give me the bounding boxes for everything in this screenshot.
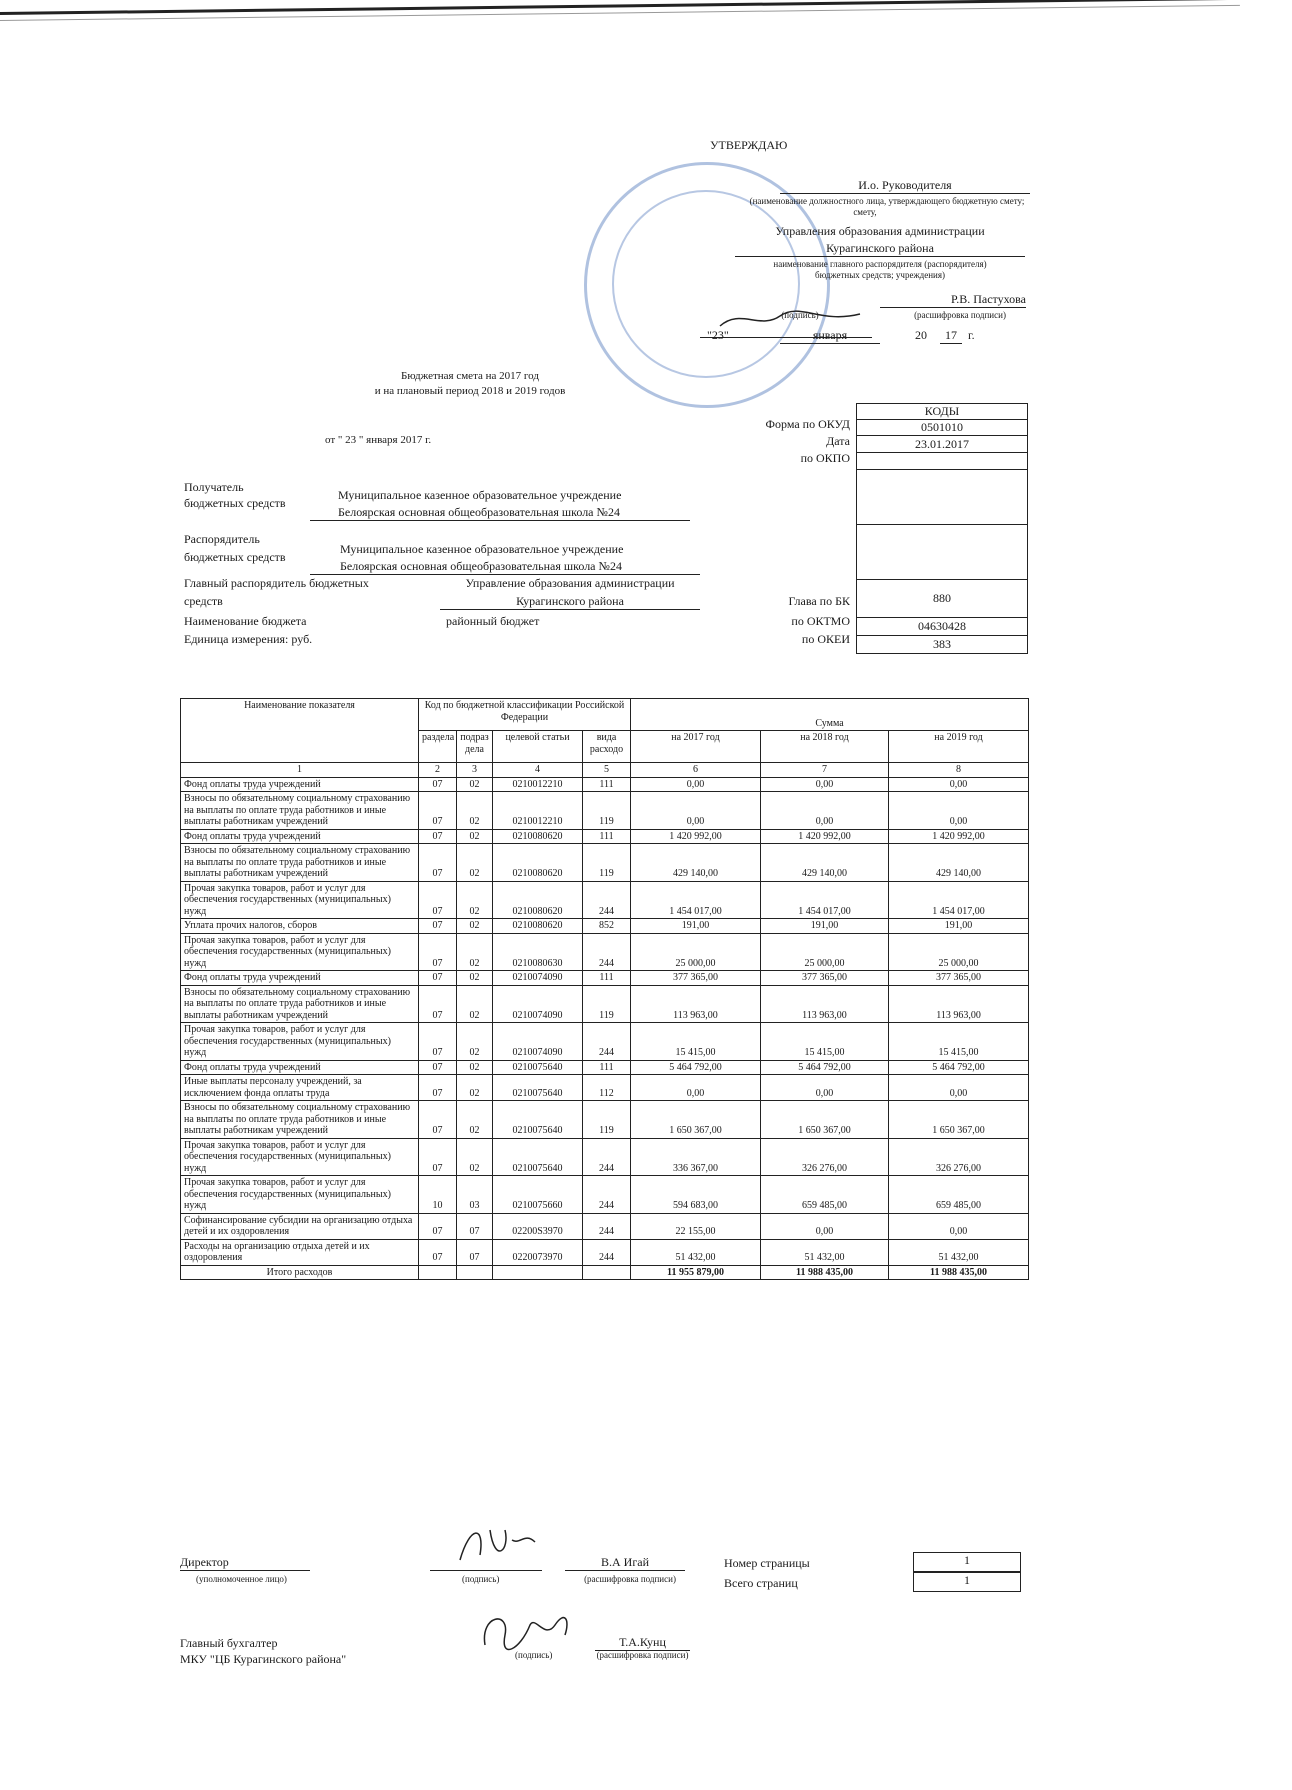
row-vid: 244	[583, 1176, 631, 1214]
header-sum: Сумма	[631, 699, 1029, 731]
row-razdel: 07	[419, 829, 457, 844]
pages-total-value: 1	[913, 1572, 1021, 1592]
accountant-line1: Главный бухгалтер	[180, 1636, 278, 1650]
okud-label: Форма по ОКУД	[765, 417, 850, 431]
row-name: Уплата прочих налогов, сборов	[181, 919, 419, 934]
director-label: Директор	[180, 1555, 310, 1571]
oktmo-label: по ОКТМО	[791, 614, 850, 628]
row-sum-2018: 429 140,00	[761, 844, 889, 882]
row-podrazdel: 02	[457, 792, 493, 830]
doc-title-line1: Бюджетная смета на 2017 год	[401, 370, 539, 382]
row-sum-2017: 0,00	[631, 777, 761, 792]
colnum-4: 4	[493, 763, 583, 778]
row-name: Взносы по обязательному социальному страхованию на выплаты по оплате труда работников и иные выплаты работникам учреждений	[181, 844, 419, 882]
page-number-value: 1	[913, 1552, 1021, 1572]
row-target: 0210075640	[493, 1101, 583, 1139]
colnum-8: 8	[889, 763, 1029, 778]
row-sum-2019: 1 454 017,00	[889, 881, 1029, 919]
row-vid: 111	[583, 777, 631, 792]
oktmo-value: 04630428	[857, 618, 1028, 636]
manager-line1: Муниципальное казенное образовательное учреждение	[340, 542, 624, 556]
row-sum-2018: 113 963,00	[761, 985, 889, 1023]
table-row	[181, 1239, 1029, 1265]
total-2017: 11 955 879,00	[631, 1265, 761, 1280]
accountant-sign-caption: (подпись)	[515, 1650, 553, 1660]
row-sum-2019: 0,00	[889, 1075, 1029, 1101]
budget-value: районный бюджет	[446, 614, 540, 628]
row-sum-2018: 5 464 792,00	[761, 1060, 889, 1075]
okpo-value	[857, 453, 1028, 470]
row-podrazdel: 02	[457, 985, 493, 1023]
header-target: целевой статьи	[493, 731, 583, 763]
table-row	[181, 792, 1029, 830]
row-target: 0210075640	[493, 1060, 583, 1075]
row-vid: 119	[583, 844, 631, 882]
row-sum-2017: 377 365,00	[631, 971, 761, 986]
approve-org-line2: Курагинского района	[735, 241, 1025, 257]
manager-code	[857, 525, 1028, 580]
row-name: Прочая закупка товаров, работ и услуг для обеспечения государственных (муниципальных) нужд	[181, 933, 419, 971]
director-sign-caption: (подпись)	[462, 1574, 500, 1584]
row-razdel: 07	[419, 1023, 457, 1061]
approve-date-year-prefix: 20	[915, 328, 927, 342]
row-podrazdel: 03	[457, 1176, 493, 1214]
director-name: В.А Игай	[565, 1555, 685, 1571]
row-vid: 244	[583, 1023, 631, 1061]
row-name: Взносы по обязательному социальному страхованию на выплаты по оплате труда работников и иные выплаты работникам учреждений	[181, 985, 419, 1023]
row-podrazdel: 02	[457, 881, 493, 919]
row-sum-2018: 25 000,00	[761, 933, 889, 971]
row-razdel: 07	[419, 1138, 457, 1176]
row-sum-2017: 25 000,00	[631, 933, 761, 971]
doc-date-line: от " 23 " января 2017 г.	[325, 434, 432, 446]
table-row	[181, 1213, 1029, 1239]
approve-date-day: "23"	[707, 328, 729, 342]
codes-table	[856, 403, 1028, 654]
page-number-label: Номер страницы	[724, 1556, 810, 1570]
row-podrazdel: 02	[457, 1075, 493, 1101]
codes-header: КОДЫ	[857, 404, 1028, 420]
row-target: 0210075640	[493, 1075, 583, 1101]
row-sum-2018: 1 454 017,00	[761, 881, 889, 919]
table-row	[181, 1138, 1029, 1176]
row-sum-2019: 429 140,00	[889, 844, 1029, 882]
table-row	[181, 844, 1029, 882]
okei-label: по ОКЕИ	[801, 632, 850, 646]
stamp-seal-inner	[612, 190, 800, 378]
doc-title-line2: и на плановый период 2018 и 2019 годов	[374, 385, 566, 397]
total-2019: 11 988 435,00	[889, 1265, 1029, 1280]
row-vid: 244	[583, 1138, 631, 1176]
row-sum-2017: 1 420 992,00	[631, 829, 761, 844]
row-sum-2018: 0,00	[761, 1213, 889, 1239]
budget-label: Наименование бюджета	[184, 614, 307, 628]
row-vid: 852	[583, 919, 631, 934]
row-razdel: 07	[419, 985, 457, 1023]
row-target: 0210075640	[493, 1138, 583, 1176]
table-row	[181, 881, 1029, 919]
colnum-3: 3	[457, 763, 493, 778]
row-name: Прочая закупка товаров, работ и услуг для обеспечения государственных (муниципальных) нужд	[181, 881, 419, 919]
pages-total-label: Всего страниц	[724, 1576, 798, 1590]
row-name: Фонд оплаты труда учреждений	[181, 777, 419, 792]
row-sum-2018: 51 432,00	[761, 1239, 889, 1265]
recipient-label1: Получатель	[184, 480, 244, 494]
okei-value: 383	[857, 636, 1028, 654]
row-podrazdel: 02	[457, 777, 493, 792]
okud-value: 0501010	[857, 420, 1028, 436]
table-row	[181, 777, 1029, 792]
row-sum-2018: 1 650 367,00	[761, 1101, 889, 1139]
row-razdel: 10	[419, 1176, 457, 1214]
row-target: 02200S3970	[493, 1213, 583, 1239]
row-podrazdel: 02	[457, 1060, 493, 1075]
row-sum-2019: 0,00	[889, 1213, 1029, 1239]
colnum-7: 7	[761, 763, 889, 778]
row-podrazdel: 02	[457, 971, 493, 986]
accountant-line2: МКУ "ЦБ Курагинского района"	[180, 1652, 347, 1666]
accountant-name: Т.А.Кунц	[595, 1635, 690, 1651]
row-vid: 111	[583, 829, 631, 844]
row-vid: 119	[583, 1101, 631, 1139]
manager-line2: Белоярская основная общеобразовательная школа №24	[310, 559, 700, 575]
row-target: 0210080620	[493, 829, 583, 844]
row-razdel: 07	[419, 1213, 457, 1239]
row-sum-2019: 5 464 792,00	[889, 1060, 1029, 1075]
table-row	[181, 1101, 1029, 1139]
row-vid: 112	[583, 1075, 631, 1101]
table-row	[181, 1075, 1029, 1101]
date-value: 23.01.2017	[857, 436, 1028, 453]
row-razdel: 07	[419, 881, 457, 919]
row-sum-2017: 113 963,00	[631, 985, 761, 1023]
colnum-5: 5	[583, 763, 631, 778]
manager-label2: бюджетных средств	[184, 550, 286, 564]
okpo-label: по ОКПО	[800, 451, 850, 465]
row-sum-2018: 0,00	[761, 1075, 889, 1101]
recipient-label2: бюджетных средств	[184, 496, 286, 510]
row-sum-2019: 1 650 367,00	[889, 1101, 1029, 1139]
row-target: 0210074090	[493, 985, 583, 1023]
recipient-line1: Муниципальное казенное образовательное учреждение	[338, 488, 622, 502]
row-sum-2017: 5 464 792,00	[631, 1060, 761, 1075]
row-vid: 244	[583, 933, 631, 971]
glava-label: Глава по БК	[788, 594, 850, 608]
row-sum-2017: 1 650 367,00	[631, 1101, 761, 1139]
row-sum-2017: 0,00	[631, 792, 761, 830]
row-name: Фонд оплаты труда учреждений	[181, 971, 419, 986]
row-sum-2017: 0,00	[631, 1075, 761, 1101]
row-sum-2018: 0,00	[761, 792, 889, 830]
table-row	[181, 933, 1029, 971]
chief-label2: средств	[184, 594, 223, 608]
director-decode-caption: (расшифровка подписи)	[584, 1574, 676, 1584]
header-2017: на 2017 год	[631, 731, 761, 763]
approve-date-year: 17	[940, 328, 962, 344]
recipient-line2: Белоярская основная общеобразовательная школа №24	[310, 505, 690, 521]
row-sum-2017: 22 155,00	[631, 1213, 761, 1239]
row-name: Прочая закупка товаров, работ и услуг для обеспечения государственных (муниципальных) нужд	[181, 1176, 419, 1214]
approve-date-month: января	[780, 328, 880, 344]
row-podrazdel: 02	[457, 829, 493, 844]
approve-decode-caption: (расшифровка подписи)	[914, 310, 1006, 320]
row-sum-2018: 0,00	[761, 777, 889, 792]
row-sum-2017: 336 367,00	[631, 1138, 761, 1176]
total-empty	[457, 1265, 493, 1280]
row-razdel: 07	[419, 792, 457, 830]
header-name: Наименование показателя	[181, 699, 419, 763]
row-sum-2017: 1 454 017,00	[631, 881, 761, 919]
row-target: 0210080620	[493, 919, 583, 934]
row-sum-2019: 113 963,00	[889, 985, 1029, 1023]
header-podrazdel: подраз дела	[457, 731, 493, 763]
date-label: Дата	[826, 434, 850, 448]
colnum-6: 6	[631, 763, 761, 778]
row-name: Фонд оплаты труда учреждений	[181, 1060, 419, 1075]
row-sum-2017: 594 683,00	[631, 1176, 761, 1214]
row-name: Прочая закупка товаров, работ и услуг для обеспечения государственных (муниципальных) нужд	[181, 1023, 419, 1061]
row-sum-2019: 659 485,00	[889, 1176, 1029, 1214]
row-vid: 119	[583, 792, 631, 830]
row-vid: 244	[583, 881, 631, 919]
row-razdel: 07	[419, 777, 457, 792]
row-name: Взносы по обязательному социальному страхованию на выплаты по оплате труда работников и иные выплаты работникам учреждений	[181, 1101, 419, 1139]
row-vid: 119	[583, 985, 631, 1023]
row-name: Взносы по обязательному социальному страхованию на выплаты по оплате труда работников и иные выплаты работникам учреждений	[181, 792, 419, 830]
row-podrazdel: 02	[457, 844, 493, 882]
row-target: 0210012210	[493, 792, 583, 830]
row-sum-2018: 659 485,00	[761, 1176, 889, 1214]
approve-smetu: смету,	[853, 207, 877, 217]
recipient-code	[857, 470, 1028, 525]
table-row	[181, 829, 1029, 844]
row-sum-2018: 191,00	[761, 919, 889, 934]
director-signature	[450, 1520, 550, 1570]
colnum-2: 2	[419, 763, 457, 778]
row-sum-2019: 25 000,00	[889, 933, 1029, 971]
approve-position: И.о. Руководителя	[780, 178, 1030, 194]
row-sum-2019: 1 420 992,00	[889, 829, 1029, 844]
approve-org-caption2: бюджетных средств; учреждения)	[814, 270, 946, 280]
row-podrazdel: 02	[457, 1101, 493, 1139]
row-target: 0210080620	[493, 881, 583, 919]
chief-line2: Курагинского района	[440, 594, 700, 610]
row-podrazdel: 07	[457, 1213, 493, 1239]
row-razdel: 07	[419, 1239, 457, 1265]
total-empty	[583, 1265, 631, 1280]
approve-title: УТВЕРЖДАЮ	[710, 138, 788, 152]
row-name: Фонд оплаты труда учреждений	[181, 829, 419, 844]
total-empty	[493, 1265, 583, 1280]
row-target: 0210074090	[493, 1023, 583, 1061]
row-sum-2017: 15 415,00	[631, 1023, 761, 1061]
row-podrazdel: 07	[457, 1239, 493, 1265]
row-podrazdel: 02	[457, 1023, 493, 1061]
row-sum-2019: 0,00	[889, 777, 1029, 792]
header-2018: на 2018 год	[761, 731, 889, 763]
header-vid: вида расходо	[583, 731, 631, 763]
chief-line1: Управление образования администрации	[465, 576, 675, 590]
row-razdel: 07	[419, 844, 457, 882]
table-row	[181, 1176, 1029, 1214]
row-razdel: 07	[419, 933, 457, 971]
header-razdel: раздела	[419, 731, 457, 763]
director-caption: (уполномоченное лицо)	[196, 1574, 287, 1584]
row-sum-2019: 191,00	[889, 919, 1029, 934]
table-row	[181, 1060, 1029, 1075]
row-sum-2018: 326 276,00	[761, 1138, 889, 1176]
row-vid: 244	[583, 1239, 631, 1265]
unit-label: Единица измерения: руб.	[184, 632, 313, 646]
total-label: Итого расходов	[181, 1265, 419, 1280]
header-code: Код по бюджетной классификации Российской Федерации	[419, 699, 631, 731]
colnum-1: 1	[181, 763, 419, 778]
row-vid: 111	[583, 971, 631, 986]
approve-position-caption: (наименование должностного лица, утверждающего бюджетную смету;	[749, 196, 1025, 206]
row-razdel: 07	[419, 1101, 457, 1139]
row-sum-2019: 377 365,00	[889, 971, 1029, 986]
row-sum-2017: 51 432,00	[631, 1239, 761, 1265]
approve-org-line1: Управления образования администрации	[775, 224, 985, 238]
row-sum-2019: 15 415,00	[889, 1023, 1029, 1061]
row-razdel: 07	[419, 919, 457, 934]
row-sum-2017: 191,00	[631, 919, 761, 934]
row-sum-2018: 1 420 992,00	[761, 829, 889, 844]
row-target: 0210080630	[493, 933, 583, 971]
row-razdel: 07	[419, 1075, 457, 1101]
row-podrazdel: 02	[457, 1138, 493, 1176]
row-target: 0210074090	[493, 971, 583, 986]
row-target: 0210080620	[493, 844, 583, 882]
approve-date-suffix: г.	[968, 328, 975, 342]
header-2019: на 2019 год	[889, 731, 1029, 763]
approve-org-caption1: наименование главного распорядителя (распорядителя)	[773, 259, 987, 269]
accountant-decode-caption: (расшифровка подписи)	[596, 1650, 689, 1660]
row-razdel: 07	[419, 1060, 457, 1075]
row-sum-2017: 429 140,00	[631, 844, 761, 882]
row-podrazdel: 02	[457, 919, 493, 934]
manager-label1: Распорядитель	[184, 532, 260, 546]
row-target: 0220073970	[493, 1239, 583, 1265]
row-vid: 244	[583, 1213, 631, 1239]
row-target: 0210075660	[493, 1176, 583, 1214]
table-row	[181, 985, 1029, 1023]
chief-label1: Главный распорядитель бюджетных	[184, 576, 369, 590]
table-row	[181, 1023, 1029, 1061]
row-sum-2018: 377 365,00	[761, 971, 889, 986]
row-name: Прочая закупка товаров, работ и услуг для обеспечения государственных (муниципальных) нужд	[181, 1138, 419, 1176]
budget-table	[180, 698, 1029, 1280]
row-sum-2018: 15 415,00	[761, 1023, 889, 1061]
glava-value: 880	[857, 580, 1028, 618]
approve-sign-caption: (подпись)	[781, 310, 819, 320]
row-sum-2019: 0,00	[889, 792, 1029, 830]
total-empty	[419, 1265, 457, 1280]
row-sum-2019: 326 276,00	[889, 1138, 1029, 1176]
row-name: Софинансирование субсидии на организацию отдыха детей и их оздоровления	[181, 1213, 419, 1239]
row-name: Иные выплаты персоналу учреждений, за исключением фонда оплаты труда	[181, 1075, 419, 1101]
approve-signer: Р.В. Пастухова	[880, 292, 1026, 308]
row-razdel: 07	[419, 971, 457, 986]
row-sum-2019: 51 432,00	[889, 1239, 1029, 1265]
table-row	[181, 919, 1029, 934]
row-name: Расходы на организацию отдыха детей и их оздоровления	[181, 1239, 419, 1265]
table-row	[181, 971, 1029, 986]
row-podrazdel: 02	[457, 933, 493, 971]
row-target: 0210012210	[493, 777, 583, 792]
row-vid: 111	[583, 1060, 631, 1075]
total-2018: 11 988 435,00	[761, 1265, 889, 1280]
